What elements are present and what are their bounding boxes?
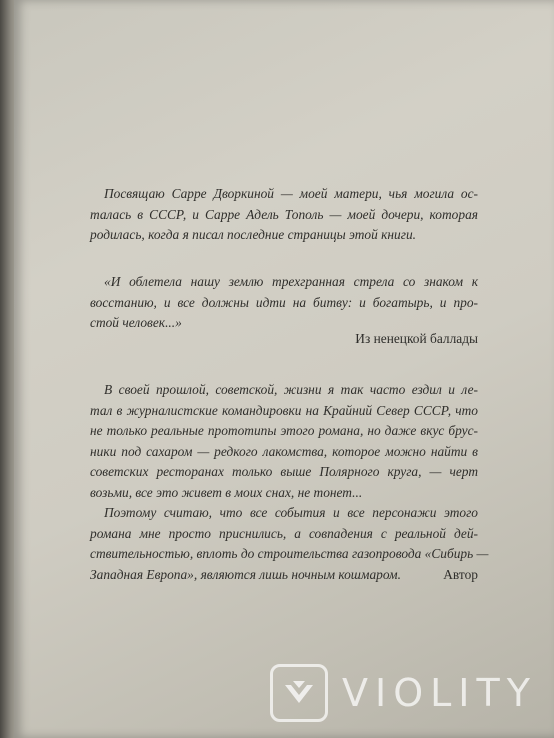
note-line: Поэтому считаю, что все события и все персонажи этого — [104, 505, 478, 520]
note-line: ствительностью, вплоть до строительства газопровода «Сибирь — — [90, 546, 489, 561]
epigraph — [90, 272, 478, 334]
dedication-line: талась в СССР, и Сарре Адель Тополь — моей дочери, которая — [90, 206, 478, 222]
watermark — [270, 662, 540, 724]
violity-logo-icon — [270, 664, 328, 722]
epigraph-source: Из ненецкой баллады — [355, 331, 478, 346]
note-line: ники под сахаром — редкого лакомства, которое можно найти в — [90, 443, 478, 459]
note-line: тал в журналистские командировки на Крайний Север СССР, что — [90, 402, 478, 418]
note-line: В своей прошлой, советской, жизни я так часто ездил и ле- — [104, 382, 478, 397]
author-signature: Автор — [443, 567, 478, 582]
note-line: Западная Европа», являются лишь ночным кошмаром. — [90, 566, 401, 582]
watermark-text: VIOLITY — [342, 671, 537, 715]
epigraph-line: «И облетела нашу землю трехгранная стрела со знаком к — [104, 274, 478, 289]
note-line: романа мне просто приснились, а совпадения с реальной дей- — [90, 525, 478, 541]
dedication — [90, 184, 478, 246]
note-line: не только реальные прототипы этого романа, но даже вкус брус- — [90, 423, 478, 438]
note-line: советских ресторанах только выше Полярного круга, — черт — [90, 464, 478, 479]
dedication-line: родилась, когда я писал последние страницы этой книги. — [90, 227, 417, 242]
epigraph-line: стой человек...» — [90, 315, 182, 330]
note-line: возьми, все это живет в моих снах, не тонет... — [90, 484, 363, 500]
author-note — [90, 380, 489, 585]
epigraph-line: восстанию, и все должны идти на битву: и богатырь, и про- — [90, 294, 478, 310]
book-page — [14, 0, 554, 738]
dedication-line: Посвящаю Сарре Дворкиной — моей матери, чья могила ос- — [104, 186, 478, 201]
